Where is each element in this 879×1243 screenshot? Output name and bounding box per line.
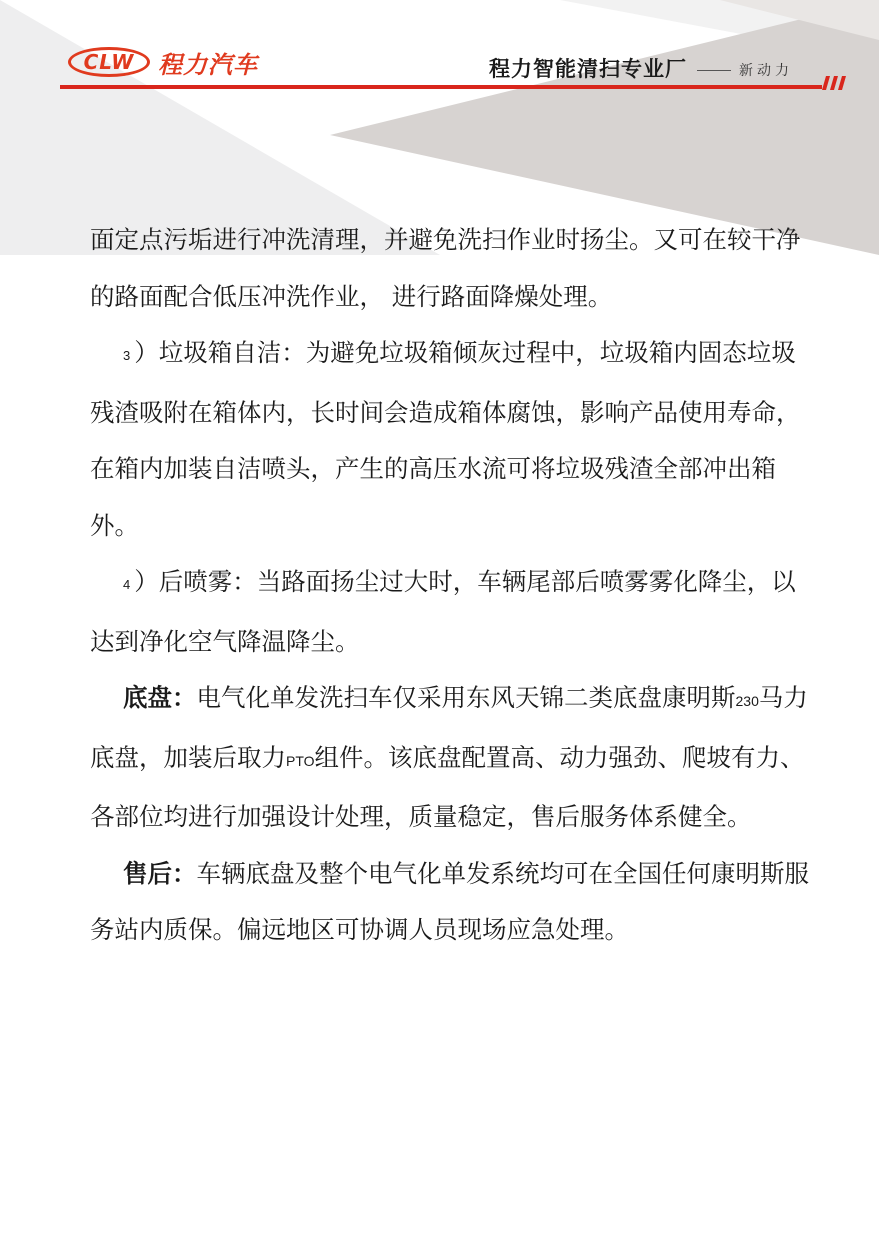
slogan-sub: 新动力	[739, 63, 793, 79]
logo-text: 程力汽车	[158, 50, 258, 79]
logo-mark: CLW	[68, 47, 150, 77]
item-number: 4	[123, 577, 131, 592]
paragraph-after-sales: 售后：车辆底盘及整个电气化单发系统均可在全国任何康明斯服务站内质保。偏远地区可协调人员现场应急处理。	[90, 858, 809, 944]
slogan-divider	[697, 70, 731, 71]
stripe-decoration	[822, 76, 848, 90]
company-logo	[68, 44, 258, 80]
paragraph-chassis: 底盘：电气化单发洗扫车仅采用东风天锦二类底盘康明斯230马力底盘，加装后取力PTO组件。该底盘配置高、动力强劲、爬坡有力、各部位均进行加强设计处理，质量稳定，售后服务体系健全。	[90, 683, 808, 831]
section-label: 售后：	[123, 858, 197, 888]
paragraph-bin-self-clean: 3 ）垃圾箱自洁：为避免垃圾箱倾灰过程中，垃圾箱内固态垃圾残渣吸附在箱体内，长时间会造成箱体腐蚀，影响产品使用寿命，在箱内加装自洁喷头，产生的高压水流可将垃圾残渣全部冲出箱外。	[90, 338, 801, 540]
document-body	[90, 212, 814, 959]
page-header	[0, 0, 879, 110]
header-rule	[60, 85, 822, 89]
header-slogan	[489, 53, 793, 83]
paragraph-rear-spray: 4 ）后喷雾：当路面扬尘过大时，车辆尾部后喷雾雾化降尘，以达到净化空气降温降尘。	[90, 567, 796, 656]
item-number: 3	[123, 348, 131, 363]
paragraph-flushing: 面定点污垢进行冲洗清理，并避免洗扫作业时扬尘。又可在较干净的路面配合低压冲洗作业， 进行路面降燥处理。	[90, 225, 801, 311]
slogan-main: 程力智能清扫专业厂	[489, 57, 687, 81]
section-label: 底盘：	[123, 683, 197, 712]
